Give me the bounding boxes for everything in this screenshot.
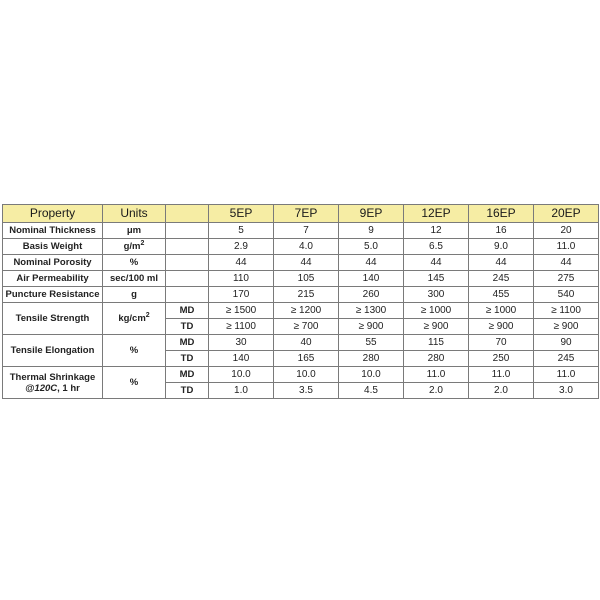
value-cell: 455 <box>469 287 534 303</box>
value-cell: 11.0 <box>404 367 469 383</box>
property-label: Basis Weight <box>3 239 103 255</box>
value-cell: 44 <box>209 255 274 271</box>
value-cell: 10.0 <box>339 367 404 383</box>
value-cell: 280 <box>404 351 469 367</box>
value-cell: 6.5 <box>404 239 469 255</box>
value-cell: 165 <box>274 351 339 367</box>
value-cell: 2.9 <box>209 239 274 255</box>
row-porosity <box>3 255 599 271</box>
row-air-permeability <box>3 271 599 287</box>
value-cell: ≥ 1000 <box>469 303 534 319</box>
value-cell: 44 <box>339 255 404 271</box>
row-thickness <box>3 223 599 239</box>
header-grade: 12EP <box>404 205 469 223</box>
value-cell: ≥ 1000 <box>404 303 469 319</box>
direction-label: TD <box>166 319 209 335</box>
empty-cell <box>166 255 209 271</box>
value-cell: 215 <box>274 287 339 303</box>
value-cell: 1.0 <box>209 383 274 399</box>
value-cell: ≥ 900 <box>339 319 404 335</box>
value-cell: 44 <box>274 255 339 271</box>
value-cell: 105 <box>274 271 339 287</box>
thermal-label-duration: , 1 hr <box>57 382 80 394</box>
value-cell: 275 <box>534 271 599 287</box>
empty-cell <box>166 223 209 239</box>
value-cell: 44 <box>469 255 534 271</box>
unit-cell: μm <box>103 223 166 239</box>
value-cell: 44 <box>534 255 599 271</box>
value-cell: 250 <box>469 351 534 367</box>
value-cell: 11.0 <box>534 367 599 383</box>
value-cell: 9.0 <box>469 239 534 255</box>
unit-superscript: 2 <box>140 239 145 247</box>
direction-label: TD <box>166 383 209 399</box>
value-cell: 260 <box>339 287 404 303</box>
direction-label: MD <box>166 367 209 383</box>
unit-cell: sec/100 ml <box>103 271 166 287</box>
empty-cell <box>166 239 209 255</box>
value-cell: 5 <box>209 223 274 239</box>
property-label: Nominal Porosity <box>3 255 103 271</box>
value-cell: 11.0 <box>469 367 534 383</box>
thermal-label-condition: @120C <box>25 382 58 394</box>
value-cell: 12 <box>404 223 469 239</box>
direction-label: MD <box>166 335 209 351</box>
value-cell: 10.0 <box>209 367 274 383</box>
value-cell: ≥ 1100 <box>534 303 599 319</box>
unit-cell: % <box>103 367 166 399</box>
value-cell: 2.0 <box>469 383 534 399</box>
header-property: Property <box>3 205 103 223</box>
value-cell: 280 <box>339 351 404 367</box>
value-cell: 140 <box>209 351 274 367</box>
value-cell: 70 <box>469 335 534 351</box>
unit-base: g/m <box>123 241 141 252</box>
row-puncture-resistance <box>3 287 599 303</box>
header-units: Units <box>103 205 166 223</box>
unit-cell: g <box>103 287 166 303</box>
value-cell: 3.0 <box>534 383 599 399</box>
value-cell: 55 <box>339 335 404 351</box>
header-grade: 20EP <box>534 205 599 223</box>
header-grade: 16EP <box>469 205 534 223</box>
value-cell: ≥ 900 <box>404 319 469 335</box>
unit-base: kg/cm <box>118 313 146 324</box>
value-cell: ≥ 1300 <box>339 303 404 319</box>
property-label: Tensile Elongation <box>3 335 103 367</box>
empty-cell <box>166 287 209 303</box>
value-cell: 110 <box>209 271 274 287</box>
value-cell: ≥ 1200 <box>274 303 339 319</box>
row-thermal-shrinkage-md <box>3 367 599 383</box>
value-cell: 145 <box>404 271 469 287</box>
value-cell: ≥ 1100 <box>209 319 274 335</box>
value-cell: 3.5 <box>274 383 339 399</box>
header-row <box>3 205 599 223</box>
value-cell: 540 <box>534 287 599 303</box>
value-cell: 4.0 <box>274 239 339 255</box>
value-cell: 30 <box>209 335 274 351</box>
value-cell: 7 <box>274 223 339 239</box>
value-cell: 9 <box>339 223 404 239</box>
value-cell: 115 <box>404 335 469 351</box>
unit-cell <box>103 239 166 255</box>
value-cell: 20 <box>534 223 599 239</box>
thermal-label-line1: Thermal Shrinkage <box>9 371 96 383</box>
value-cell: 245 <box>469 271 534 287</box>
property-label: Nominal Thickness <box>3 223 103 239</box>
value-cell: 4.5 <box>339 383 404 399</box>
header-grade: 9EP <box>339 205 404 223</box>
unit-cell <box>103 303 166 335</box>
value-cell: 10.0 <box>274 367 339 383</box>
value-cell: ≥ 900 <box>469 319 534 335</box>
value-cell: 16 <box>469 223 534 239</box>
property-label <box>3 367 103 399</box>
value-cell: 170 <box>209 287 274 303</box>
direction-label: MD <box>166 303 209 319</box>
row-basis-weight <box>3 239 599 255</box>
value-cell: 40 <box>274 335 339 351</box>
value-cell: 245 <box>534 351 599 367</box>
header-direction <box>166 205 209 223</box>
unit-cell: % <box>103 255 166 271</box>
value-cell: 44 <box>404 255 469 271</box>
direction-label: TD <box>166 351 209 367</box>
value-cell: 140 <box>339 271 404 287</box>
value-cell: 90 <box>534 335 599 351</box>
unit-superscript: 2 <box>145 311 150 319</box>
unit-cell: % <box>103 335 166 367</box>
value-cell: 2.0 <box>404 383 469 399</box>
value-cell: ≥ 700 <box>274 319 339 335</box>
value-cell: 5.0 <box>339 239 404 255</box>
property-label: Air Permeability <box>3 271 103 287</box>
property-label: Puncture Resistance <box>3 287 103 303</box>
property-label: Tensile Strength <box>3 303 103 335</box>
value-cell: ≥ 1500 <box>209 303 274 319</box>
empty-cell <box>166 271 209 287</box>
row-tensile-elongation-md <box>3 335 599 351</box>
row-tensile-strength-md <box>3 303 599 319</box>
spec-table <box>2 204 599 399</box>
header-grade: 7EP <box>274 205 339 223</box>
header-grade: 5EP <box>209 205 274 223</box>
value-cell: 300 <box>404 287 469 303</box>
value-cell: 11.0 <box>534 239 599 255</box>
value-cell: ≥ 900 <box>534 319 599 335</box>
